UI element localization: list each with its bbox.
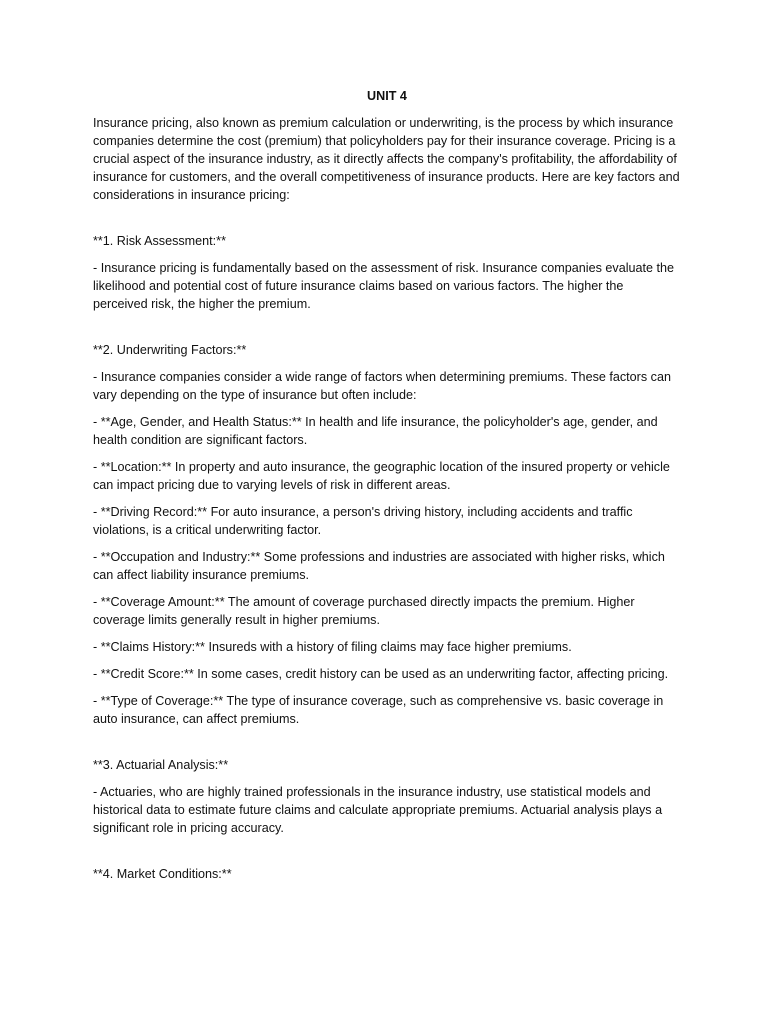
section-heading-underwriting-factors: **2. Underwriting Factors:**	[93, 343, 247, 357]
actuarial-analysis-paragraph: - Actuaries, who are highly trained professionals in the insurance industry, use statistical models and historical data to estimate future claims and calculate appropriate premiums. Actuarial analysis plays a significant role in pricing accuracy.	[93, 785, 663, 835]
section-heading-risk-assessment: **1. Risk Assessment:**	[93, 234, 226, 248]
section-heading-market-conditions: **4. Market Conditions:**	[93, 867, 232, 881]
factor-credit-score: - **Credit Score:** In some cases, credit history can be used as an underwriting factor, affecting pricing.	[93, 667, 669, 681]
risk-assessment-paragraph: - Insurance pricing is fundamentally based on the assessment of risk. Insurance companies evaluate the likelihood and potential cost of future insurance claims based on various factors. The higher the perceived risk, the higher the premium.	[93, 261, 675, 311]
document-page	[93, 87, 681, 892]
intro-paragraph: Insurance pricing, also known as premium calculation or underwriting, is the process by which insurance companies determine the cost (premium) that policyholders pay for their insurance coverage. Pricing is a crucial aspect of the insurance industry, as it directly affects the company's profitability, the affordability of insurance for customers, and the overall competitiveness of insurance products. Here are key factors and considerations in insurance pricing:	[93, 116, 680, 202]
factor-type-of-coverage: - **Type of Coverage:** The type of insurance coverage, such as comprehensive vs. basic coverage in auto insurance, can affect premiums.	[93, 694, 664, 726]
factor-coverage-amount: - **Coverage Amount:** The amount of coverage purchased directly impacts the premium. Higher coverage limits generally result in higher premiums.	[93, 595, 635, 627]
factor-claims-history: - **Claims History:** Insureds with a history of filing claims may face higher premiums.	[93, 640, 572, 654]
section-heading-actuarial-analysis: **3. Actuarial Analysis:**	[93, 758, 229, 772]
page-title: UNIT 4	[367, 89, 407, 103]
factor-age-gender-health: - **Age, Gender, and Health Status:** In health and life insurance, the policyholder's age, gender, and health condition are significant factors.	[93, 415, 658, 447]
underwriting-factors-paragraph: - Insurance companies consider a wide range of factors when determining premiums. These factors can vary depending on the type of insurance but often include:	[93, 370, 671, 402]
factor-driving-record: - **Driving Record:** For auto insurance, a person's driving history, including accidents and traffic violations, is a critical underwriting factor.	[93, 505, 633, 537]
factor-location: - **Location:** In property and auto insurance, the geographic location of the insured property or vehicle can impact pricing due to varying levels of risk in different areas.	[93, 460, 670, 492]
factor-occupation-industry: - **Occupation and Industry:** Some professions and industries are associated with higher risks, which can affect liability insurance premiums.	[93, 550, 665, 582]
